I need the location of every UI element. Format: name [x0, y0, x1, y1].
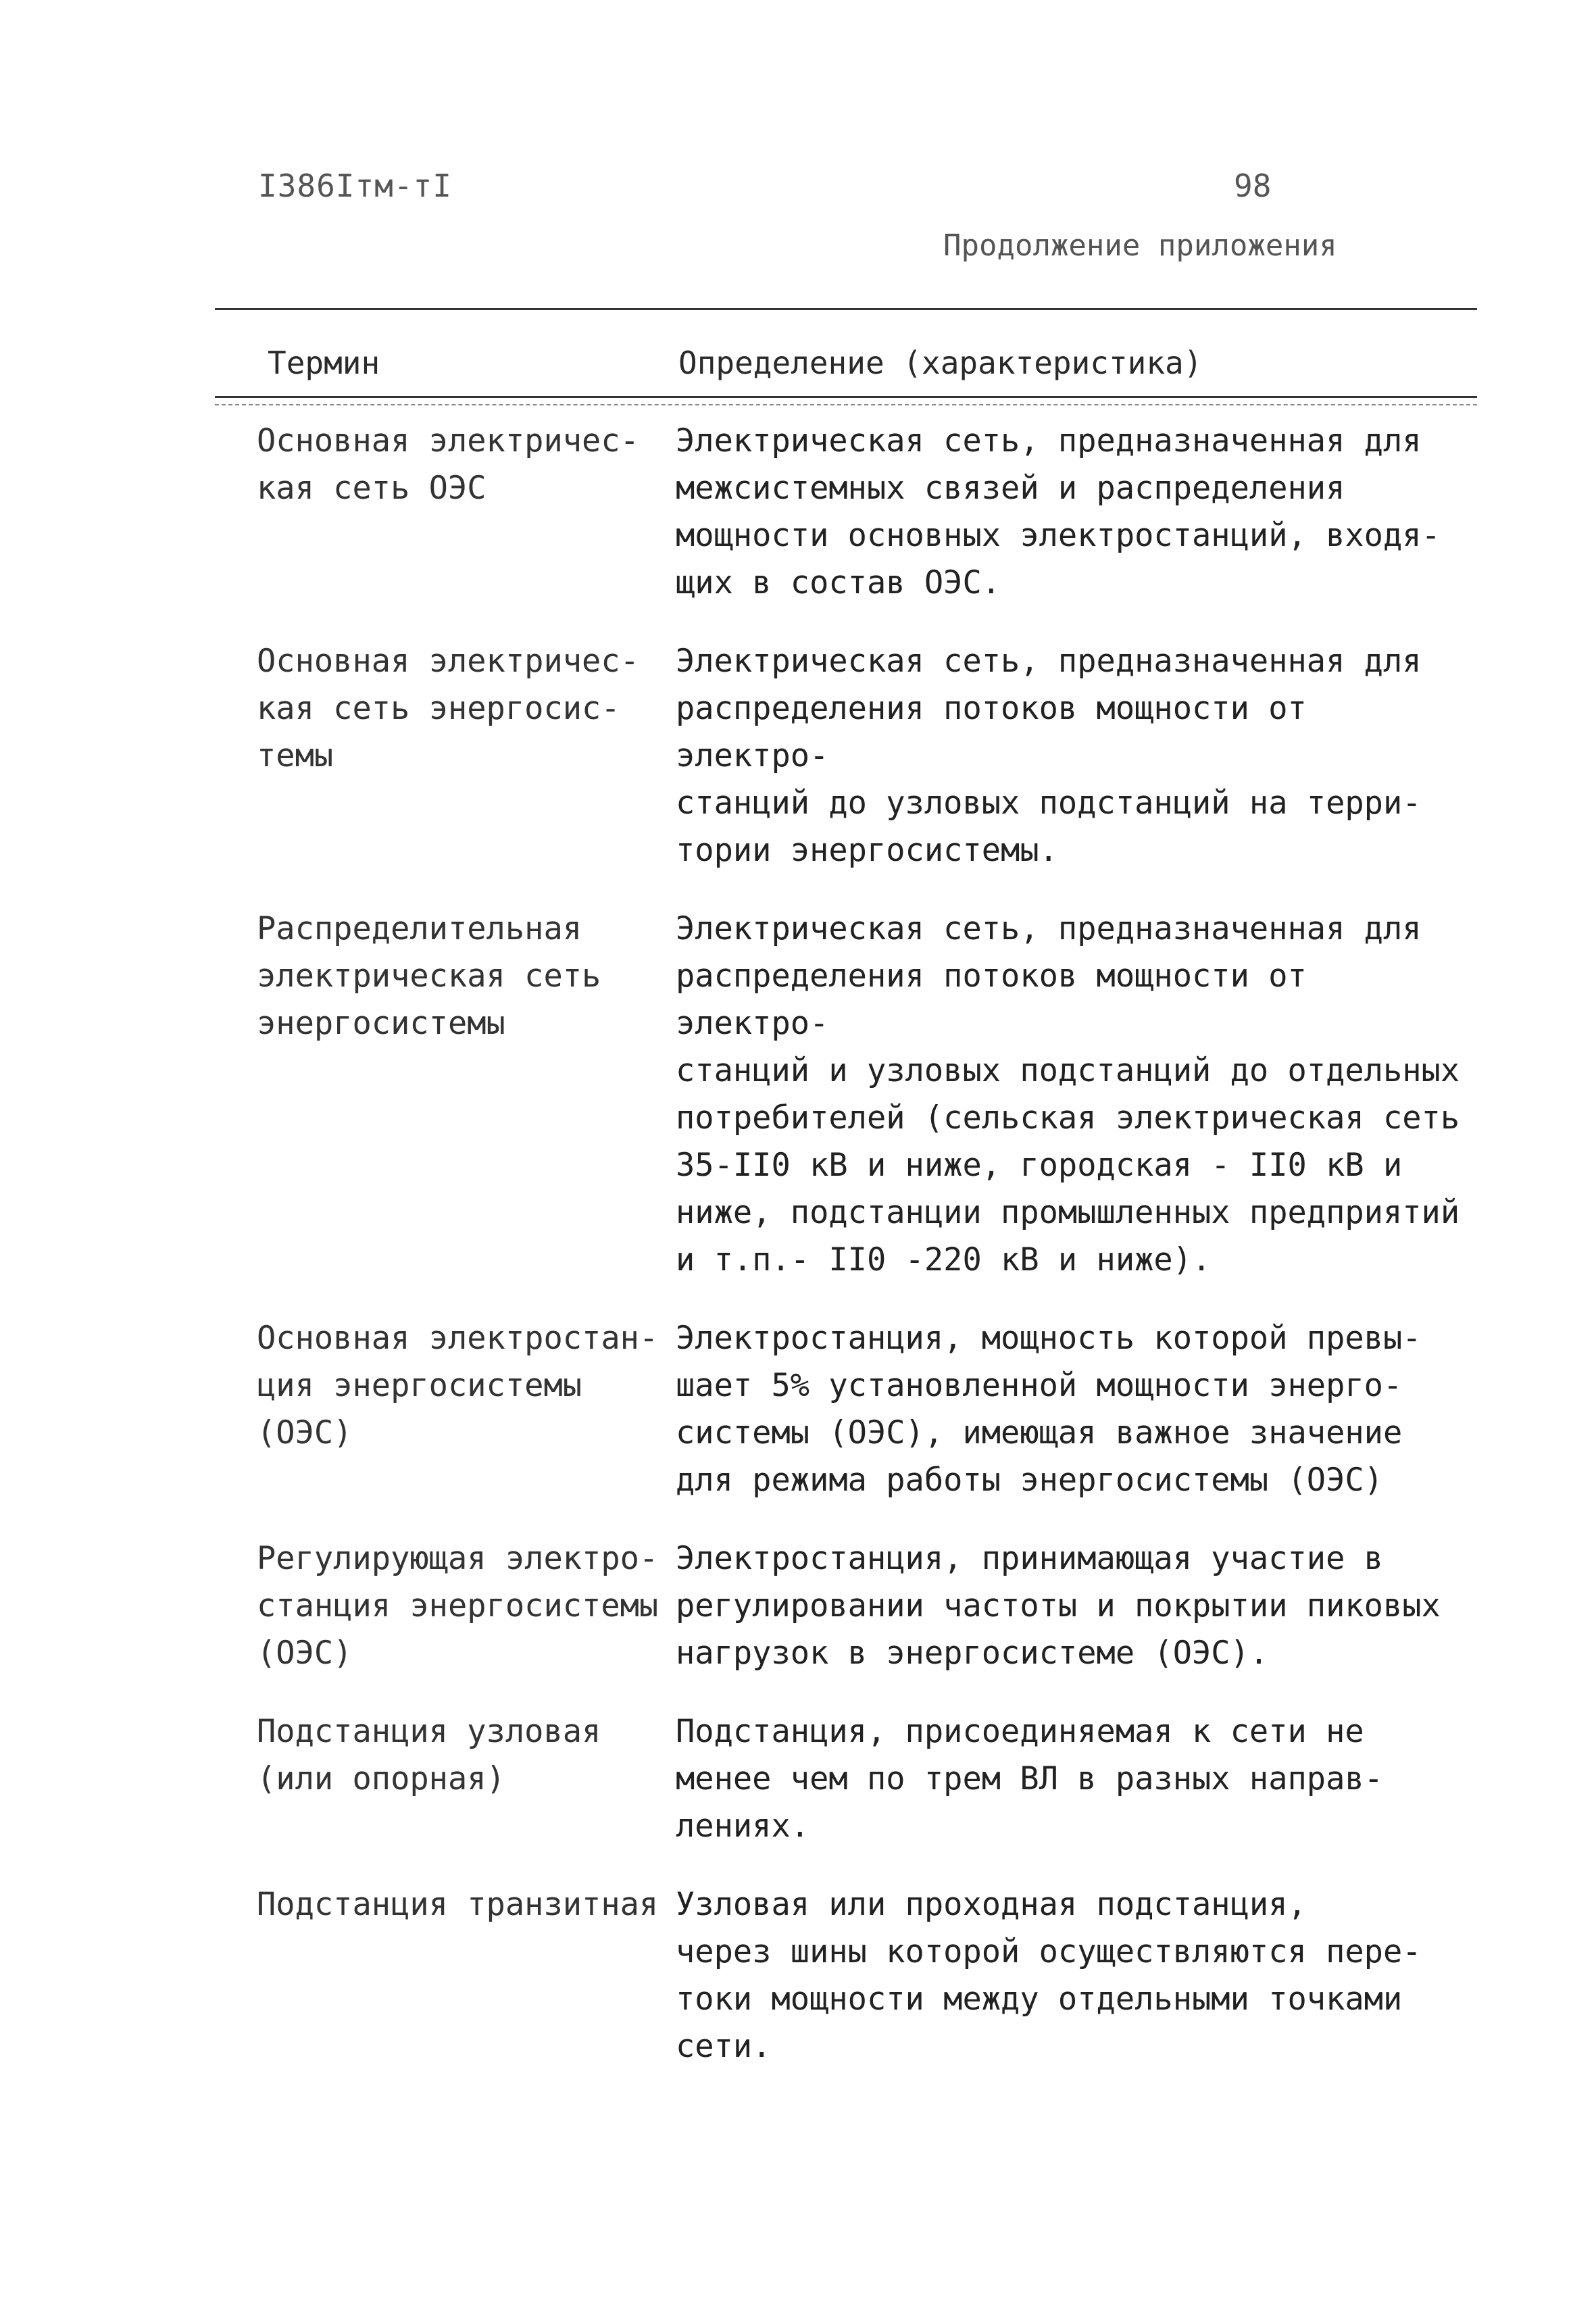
definition-cell: Электростанция, мощность которой превы- шает 5% установленной мощности энерго- системы (ОЭС), имеющая важное значение для режима работы энергосистемы (ОЭС): [676, 1320, 1422, 1499]
definition-cell: Подстанция, присоединяемая к сети не менее чем по трем ВЛ в разных направ- лениях.: [676, 1713, 1383, 1845]
header-bottom-rule-dashed: [215, 404, 1477, 405]
table-row: [257, 638, 1473, 874]
table-row: [257, 1708, 1473, 1850]
definition-cell: Электрическая сеть, предназначенная для межсистемных связей и распределения мощности основных электростанций, входя- щих в состав ОЭС.: [676, 422, 1441, 601]
column-header-term: Термин: [268, 345, 380, 381]
term-cell: Подстанция транзитная: [257, 1886, 659, 1923]
document-code: I386Iтм-тI: [258, 168, 452, 204]
definition-cell: Узловая или проходная подстанция, через шины которой осуществляются пере- токи мощности между отдельными точками сети.: [676, 1886, 1422, 2065]
definition-cell: Электрическая сеть, предназначенная для распределения потоков мощности от электро- станций до узловых подстанций на терри- тории энергосистемы.: [676, 643, 1422, 869]
table-top-rule: [215, 308, 1477, 310]
term-cell: Подстанция узловая (или опорная): [257, 1713, 601, 1797]
term-cell: Регулирующая электро- станция энергосистемы (ОЭС): [257, 1540, 659, 1672]
page-number: 98: [1234, 168, 1272, 204]
definition-cell: Электрическая сеть, предназначенная для распределения потоков мощности от электро- станций и узловых подстанций до отдельных потребителей (сельская электрическая сеть 35-II0 кВ и ниже, городская - II0 кВ и ниже, подстанции промышленных предприятий и т.п.- II0 -220 кВ и ниже).: [676, 910, 1460, 1278]
column-header-definition: Определение (характеристика): [678, 345, 1203, 381]
continuation-caption: Продолжение приложения: [943, 228, 1337, 263]
term-cell: Основная электричес- кая сеть ОЭС: [257, 422, 639, 507]
definition-cell: Электростанция, принимающая участие в регулировании частоты и покрытии пиковых нагрузок в энергосистеме (ОЭС).: [676, 1540, 1441, 1672]
table-row: [257, 1315, 1473, 1504]
header-bottom-rule: [215, 396, 1477, 398]
table-row: [257, 905, 1473, 1284]
term-cell: Основная электростан- ция энергосистемы (ОЭС): [257, 1320, 659, 1451]
table-row: [257, 418, 1473, 607]
table-row: [257, 1535, 1473, 1677]
table-row: [257, 1881, 1473, 2070]
term-cell: Распределительная электрическая сеть энергосистемы: [257, 910, 601, 1042]
term-cell: Основная электричес- кая сеть энергосис- темы: [257, 643, 639, 774]
terms-table: [257, 418, 1473, 2101]
